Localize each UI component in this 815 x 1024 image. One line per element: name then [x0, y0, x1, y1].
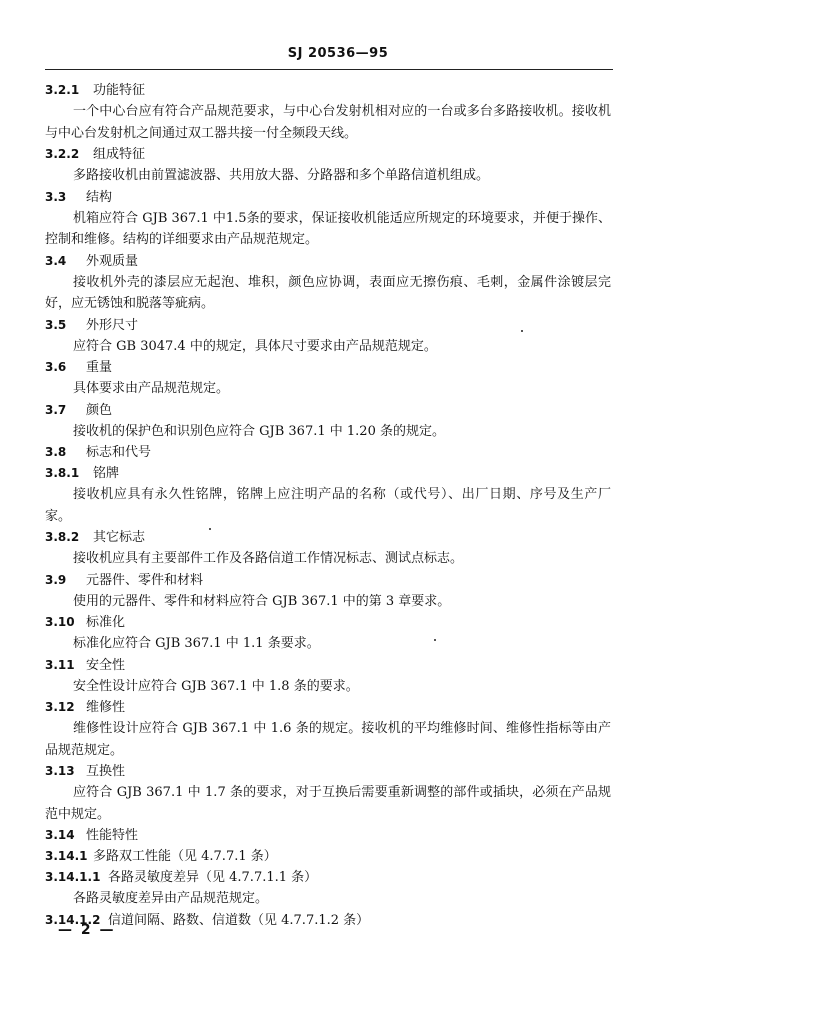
section-heading — [45, 442, 611, 463]
section-title: 标志和代号 — [86, 445, 152, 460]
section-title: 标准化 — [86, 615, 126, 630]
section-number: 3.6 — [45, 360, 67, 374]
section-number: 3.2.2 — [45, 147, 80, 161]
section-title: 多路双工性能（见 4.7.7.1 条） — [93, 849, 277, 864]
section-number: 3.10 — [45, 615, 75, 629]
section-title: 各路灵敏度差异（见 4.7.7.1.1 条） — [108, 870, 318, 885]
section-title: 安全性 — [86, 657, 126, 673]
scan-speck — [209, 528, 211, 530]
section-heading — [45, 697, 611, 718]
section-title: 组成特征 — [93, 147, 146, 162]
section-number: 3.12 — [45, 700, 75, 714]
section-title: 信道间隔、路数、信道数（见 4.7.7.1.2 条） — [108, 912, 370, 928]
section-number: 3.14 — [45, 828, 75, 842]
section-text: 各路灵敏度差异由产品规范规定。 — [73, 891, 269, 906]
section-heading — [45, 400, 611, 421]
section-heading — [45, 80, 611, 101]
section-title: 颜色 — [86, 402, 113, 418]
section-title: 外形尺寸 — [86, 317, 139, 333]
section-heading — [45, 357, 611, 378]
section-text: 使用的元器件、零件和材料应符合 GJB 367.1 中的第 3 章要求。 — [73, 593, 451, 609]
section-title: 铭牌 — [93, 466, 120, 481]
scan-speck — [521, 330, 523, 332]
section-title: 维修性 — [86, 700, 126, 715]
section-text: 接收机应具有主要部件工作及各路信道工作情况标志、测试点标志。 — [73, 551, 464, 566]
section-number: 3.13 — [45, 764, 75, 778]
section-number: 3.5 — [45, 317, 67, 332]
section-heading — [45, 315, 611, 336]
section-heading — [45, 570, 611, 591]
section-text: 安全性设计应符合 GJB 367.1 中 1.8 条的要求。 — [73, 678, 359, 694]
section-title: 外观质量 — [86, 253, 139, 269]
page-number: — 2 — — [58, 922, 116, 938]
section-heading — [45, 527, 611, 548]
section-text: 多路接收机由前置滤波器、共用放大器、分路器和多个单路信道机组成。 — [73, 168, 490, 183]
section-number: 3.9 — [45, 572, 67, 587]
section-number: 3.14.1.1 — [45, 870, 101, 884]
section-text: 应符合 GB 3047.4 中的规定，具体尺寸要求由产品规范规定。 — [73, 338, 437, 354]
section-number: 3.8.1 — [45, 466, 80, 480]
standard-code-header: SJ 20536—95 — [287, 46, 389, 61]
section-number: 3.7 — [45, 402, 67, 417]
section-number: 3.3 — [45, 189, 67, 204]
section-title: 互换性 — [86, 764, 126, 779]
section-title: 性能特性 — [86, 828, 139, 843]
section-number: 3.2.1 — [45, 83, 80, 97]
section-text: 具体要求由产品规范规定。 — [73, 381, 230, 396]
section-number: 3.8 — [45, 445, 67, 459]
section-heading — [45, 612, 611, 633]
section-text: 标准化应符合 GJB 367.1 中 1.1 条要求。 — [73, 636, 320, 651]
scan-speck — [434, 639, 436, 641]
section-text: 一个中心台应有符合产品规范要求，与中心台发射机相对应的一台或多台多路接收机。接收机与中心台发射机之间通过双工器共接一付全频段天线。 — [45, 104, 611, 141]
section-heading — [45, 655, 611, 676]
section-text: 接收机的保护色和识别色应符合 GJB 367.1 中 1.20 条的规定。 — [73, 423, 445, 439]
section-heading — [45, 251, 611, 272]
section-title: 功能特征 — [93, 83, 146, 98]
section-text: 接收机外壳的漆层应无起泡、堆积，颜色应协调，表面应无擦伤痕、毛刺，金属件涂镀层完好，应无锈蚀和脱落等疵病。 — [45, 274, 611, 311]
section-number: 3.14.1.2 — [45, 912, 101, 927]
section-heading — [45, 761, 611, 782]
section-heading — [45, 144, 611, 165]
section-text: 应符合 GJB 367.1 中 1.7 条的要求，对于互换后需要重新调整的部件或插块，必须在产品规范中规定。 — [45, 785, 611, 822]
section-heading — [45, 846, 611, 867]
section-title: 其它标志 — [93, 530, 146, 545]
section-heading — [45, 867, 611, 888]
section-heading — [45, 910, 611, 931]
section-heading — [45, 825, 611, 846]
section-title: 重量 — [86, 360, 113, 375]
section-number: 3.11 — [45, 657, 75, 672]
section-text: 维修性设计应符合 GJB 367.1 中 1.6 条的规定。接收机的平均维修时间、维修性指标等由产品规范规定。 — [45, 721, 611, 758]
section-title: 结构 — [86, 189, 113, 205]
header-rule — [45, 69, 613, 70]
section-heading — [45, 463, 611, 484]
section-number: 3.14.1 — [45, 849, 88, 863]
section-text: 机箱应符合 GJB 367.1 中1.5条的要求，保证接收机能适应所规定的环境要求，并便于操作、控制和维修。结构的详细要求由产品规范规定。 — [45, 210, 611, 247]
document-body — [45, 80, 611, 931]
section-text: 接收机应具有永久性铭牌，铭牌上应注明产品的名称（或代号）、出厂日期、序号及生产厂家。 — [45, 487, 611, 524]
section-number: 3.4 — [45, 253, 67, 268]
section-heading — [45, 187, 611, 208]
section-number: 3.8.2 — [45, 530, 80, 544]
section-title: 元器件、零件和材料 — [86, 572, 204, 588]
